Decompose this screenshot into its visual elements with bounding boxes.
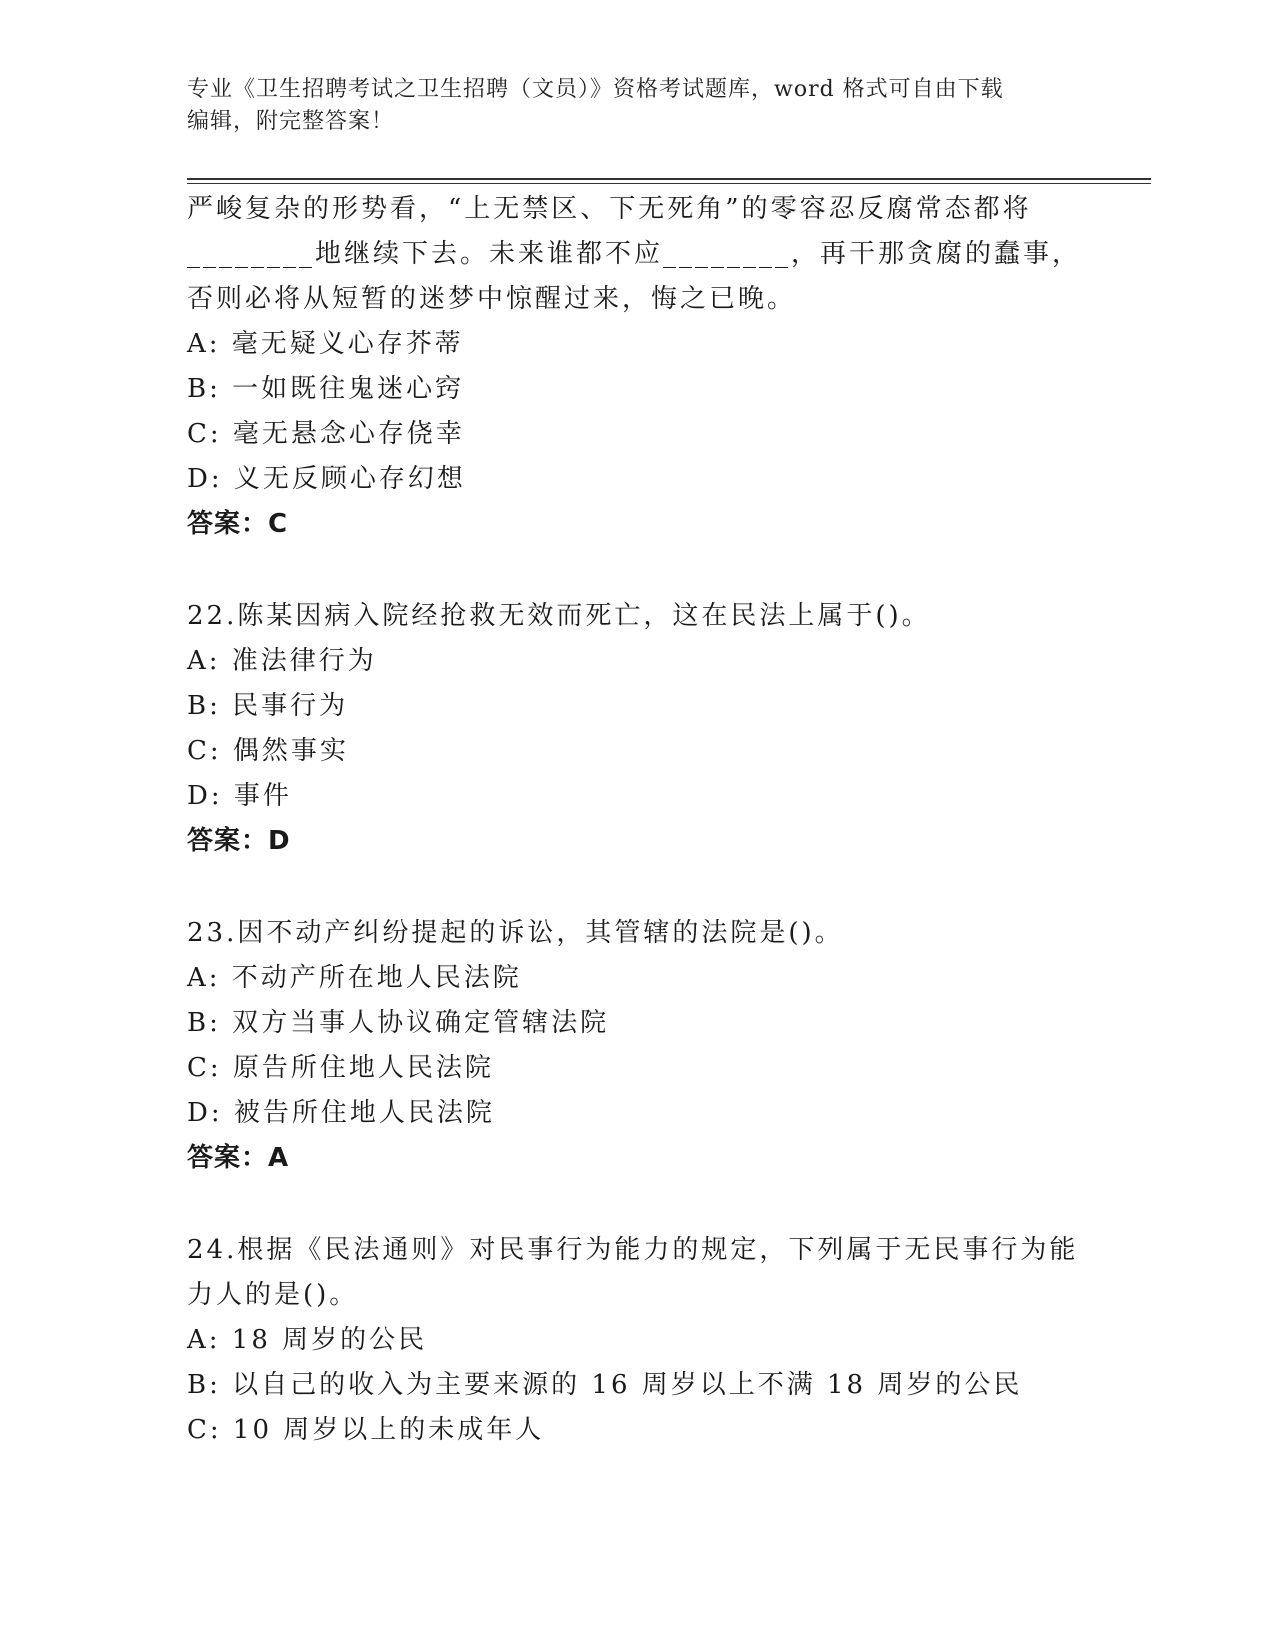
header-divider-thick	[187, 178, 1151, 180]
question-list	[187, 187, 1087, 1453]
question-stem-line: ________地继续下去。未来谁都不应________，再干那贪腐的蠢事，	[187, 239, 1082, 269]
spacer	[187, 1181, 1087, 1228]
question-stem: 22.陈某因病入院经抢救无效而死亡，这在民法上属于()。	[187, 601, 931, 631]
option-c: C: 偶然事实	[187, 736, 349, 766]
spacer	[187, 864, 1087, 911]
header-divider-thin	[187, 183, 1151, 184]
option-a: A: 18 周岁的公民	[187, 1325, 428, 1355]
question-stem-line: 否则必将从短暂的迷梦中惊醒过来，悔之已晚。	[187, 284, 797, 314]
answer-label: 答案：A	[187, 1143, 290, 1173]
question-stem-line: 力人的是()。	[187, 1280, 359, 1310]
option-b: B: 一如既往鬼迷心窍	[187, 374, 465, 404]
question-23	[187, 911, 1087, 1181]
answer-label: 答案：C	[187, 509, 289, 539]
option-c: C: 10 周岁以上的未成年人	[187, 1415, 545, 1445]
question-stem: 23.因不动产纠纷提起的诉讼，其管辖的法院是()。	[187, 918, 844, 948]
option-b: B: 以自己的收入为主要来源的 16 周岁以上不满 18 周岁的公民	[187, 1370, 1023, 1400]
option-a: A: 准法律行为	[187, 646, 377, 676]
question-22	[187, 594, 1087, 864]
question-24	[187, 1228, 1087, 1453]
answer-label: 答案：D	[187, 826, 291, 856]
option-b: B: 民事行为	[187, 691, 349, 721]
option-c: C: 原告所住地人民法院	[187, 1053, 494, 1083]
header-line-2: 编辑，附完整答案！	[187, 109, 395, 134]
option-a: A: 不动产所在地人民法院	[187, 963, 522, 993]
option-d: D: 义无反顾心存幻想	[187, 464, 466, 494]
option-d: D: 被告所住地人民法院	[187, 1098, 495, 1128]
option-c: C: 毫无悬念心存侥幸	[187, 419, 465, 449]
question-stem-line: 严峻复杂的形势看，“上无禁区、下无死角”的零容忍反腐常态都将	[187, 194, 1032, 224]
option-d: D: 事件	[187, 781, 292, 811]
question-stem-line: 24.根据《民法通则》对民事行为能力的规定，下列属于无民事行为能	[187, 1235, 1079, 1265]
question-21	[187, 187, 1087, 547]
spacer	[187, 547, 1087, 594]
option-a: A: 毫无疑义心存芥蒂	[187, 329, 464, 359]
header-line-1: 专业《卫生招聘考试之卫生招聘（文员）》资格考试题库，word 格式可自由下载	[187, 77, 1004, 102]
option-b: B: 双方当事人协议确定管辖法院	[187, 1008, 610, 1038]
document-header	[187, 74, 1087, 138]
